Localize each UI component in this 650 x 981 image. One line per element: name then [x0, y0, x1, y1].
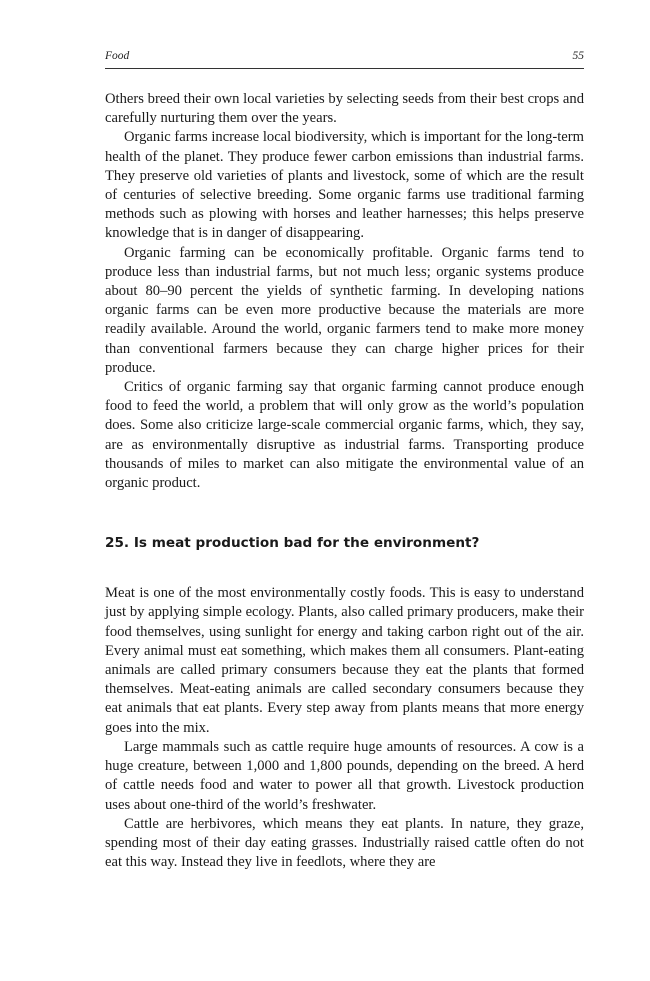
- running-header: [105, 50, 584, 69]
- main-text: [105, 90, 584, 872]
- running-title: Food: [105, 50, 130, 62]
- paragraph: Organic farms increase local biodiversity, which is important for the long-term health of the planet. They produce fewer carbon emissions than industrial farms. They preserve old varieties of plants and livestock, some of which are the result of centuries of selective breeding. Some organic farms use traditional farming methods such as plowing with horses and leather harnesses; this helps preserve knowledge that is in danger of disappearing.: [105, 129, 584, 242]
- paragraph: Critics of organic farming say that organic farming cannot produce enough food to feed the world, a problem that will only grow as the world’s population does. Some also criticize large-scale commercial organic farms, which, they say, are as environmentally disruptive as industrial farms. Transporting produce thousands of miles to market can also mitigate the environmental value of an organic product.: [105, 379, 584, 492]
- paragraph: Cattle are herbivores, which means they eat plants. In nature, they graze, spending most of their day eating grasses. Industrially raised cattle often do not eat this way. Instead they live in feedlots, where they are: [105, 815, 584, 871]
- book-page: [105, 50, 584, 872]
- paragraph: Large mammals such as cattle require huge amounts of resources. A cow is a huge creature, between 1,000 and 1,800 pounds, depending on the breed. A herd of cattle needs food and water to power all that growth. Livestock production uses about one-third of the world’s freshwater.: [105, 738, 584, 813]
- section-heading: 25. Is meat production bad for the environment?: [105, 535, 480, 552]
- paragraph: Organic farming can be economically profitable. Organic farms tend to produce less than industrial farms, but not much less; organic systems produce about 80–90 percent the yields of synthetic farming. In developing nations organic farms can be even more productive because the materials are more readily available. Around the world, organic farmers tend to make more money than conventional farmers because they can charge higher prices for their produce.: [105, 244, 584, 376]
- section-body: [105, 584, 584, 872]
- page-number: 55: [572, 50, 584, 62]
- paragraph: Meat is one of the most environmentally costly foods. This is easy to understand just by applying simple ecology. Plants, also called primary producers, make their food themselves, using sunlight for energy and taking carbon right out of the air. Every animal must eat something, which makes them all consumers. Plant-eating animals are called primary consumers because they eat the plants that formed themselves. Meat-eating animals are called secondary consumers because they eat animals that eat plants. Every step away from plants means that more energy goes into the mix.: [105, 585, 584, 736]
- paragraph: Others breed their own local varieties by selecting seeds from their best crops and carefully nurturing them over the years.: [105, 91, 584, 127]
